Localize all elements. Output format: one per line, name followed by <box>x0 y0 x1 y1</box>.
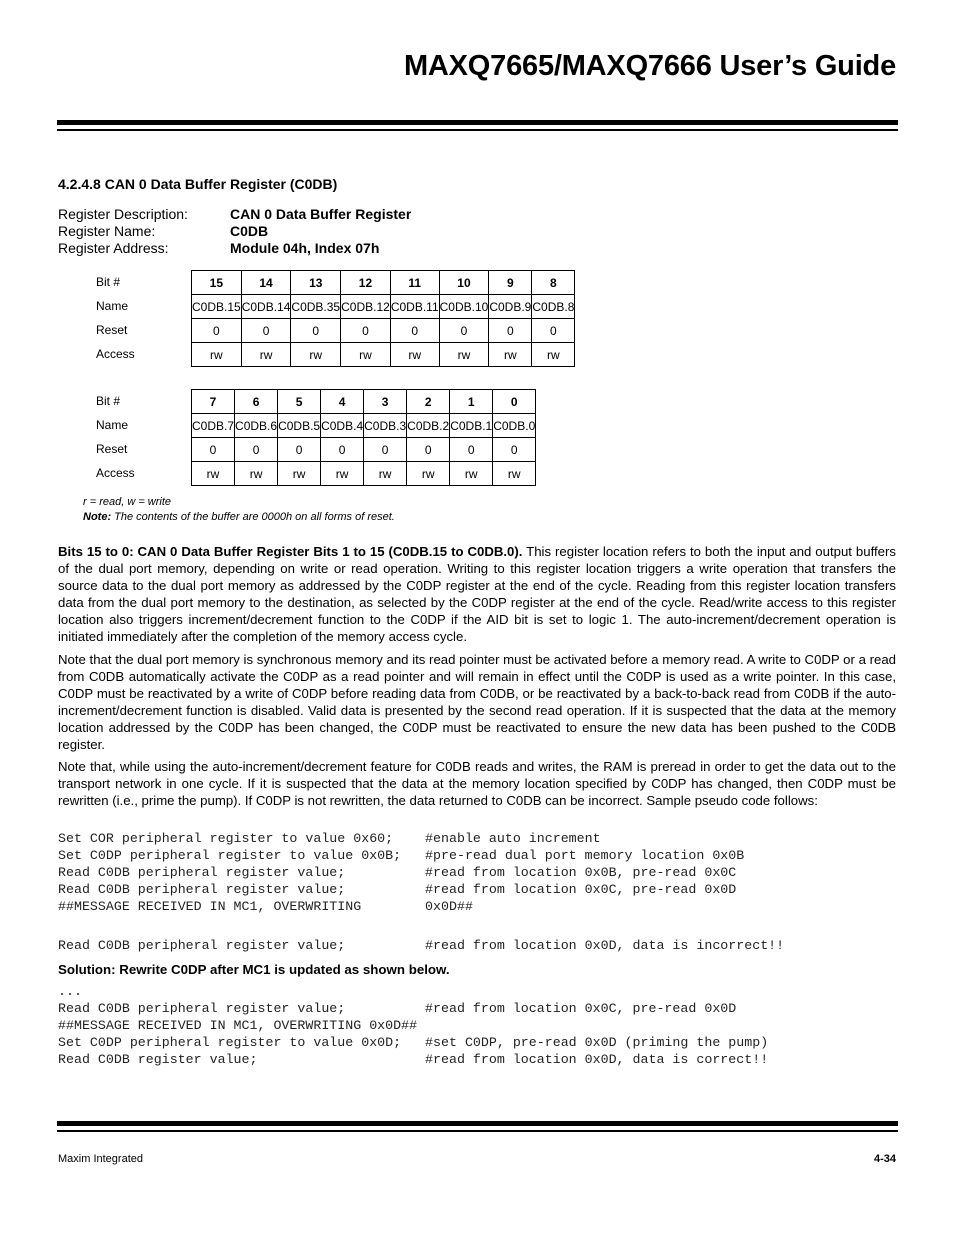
note-label: Note: <box>83 511 112 523</box>
bit-access: rw <box>493 462 536 486</box>
bit-reset: 0 <box>390 319 439 343</box>
bit-reset: 0 <box>241 319 291 343</box>
register-address-label: Register Address: <box>58 240 169 256</box>
bit-name: C0DB.15 <box>192 295 242 319</box>
paragraph-auto-increment-note: Note that, while using the auto-increment/decrement feature for C0DB reads and writes, the RAM is preread in order to get the data out to the transport network in one cycle. If it is suspected that the data at the memory location specified by C0DP has changed, then C0DP must be rewritten (i.e., prime the pump). If C0DP is not rewritten, the data returned to C0DB can be incorrect. Sample pseudo code follows: <box>58 759 896 808</box>
bit-access: rw <box>192 343 242 367</box>
footer-company: Maxim Integrated <box>58 1153 143 1165</box>
bit-access: rw <box>489 343 532 367</box>
footer-rule-thick <box>57 1121 898 1126</box>
register-name-label: Register Name: <box>58 223 156 239</box>
row-label-bit: Bit # <box>96 275 121 289</box>
bit-access: rw <box>241 343 291 367</box>
bit-reset-row <box>192 438 536 462</box>
bit-reset-row <box>192 319 575 343</box>
row-label-bit: Bit # <box>96 394 121 408</box>
bit-number: 3 <box>364 390 407 414</box>
bit-reset: 0 <box>192 319 242 343</box>
row-label-name: Name <box>96 299 129 313</box>
paragraph-dual-port-note: Note that the dual port memory is synchronous memory and its read pointer must be activated before a memory read. A write to C0DP or a read from C0DB automatically activate the C0DP as a read pointer and will remain in effect until the C0DP is used as a write pointer. In this case, C0DP must be reactivated by a write of C0DP before reading data from C0DB, or be reactivated by a back-to-back read from C0DB if the auto-increment/decrement function is disabled. Valid data is presented by the second read operation. If it is suspected that the data at the memory location addressed by the C0DP has been changed, the C0DP must be reactivated to ensure the new data has been pushed to the C0DB register. <box>58 652 896 752</box>
row-label-reset: Reset <box>96 323 128 337</box>
bit-reset: 0 <box>407 438 450 462</box>
footer-rule-thin <box>57 1130 898 1132</box>
bit-access: rw <box>235 462 278 486</box>
page-title: MAXQ7665/MAXQ7666 User’s Guide <box>403 50 896 82</box>
code-sample-2: Read C0DB peripheral register value; #read from location 0x0D, data is incorrect!! <box>58 938 785 953</box>
bit-number: 13 <box>291 271 341 295</box>
bit-access-row <box>192 462 536 486</box>
bit-number: 14 <box>241 271 291 295</box>
bit-reset: 0 <box>192 438 235 462</box>
bit-name: C0DB.35 <box>291 295 341 319</box>
bit-table-upper-labels <box>96 270 186 366</box>
bit-name: C0DB.10 <box>439 295 489 319</box>
row-label-reset: Reset <box>96 442 128 456</box>
solution-heading: Solution: Rewrite C0DP after MC1 is updated as shown below. <box>58 962 450 977</box>
bit-name: C0DB.1 <box>450 414 493 438</box>
bit-number: 12 <box>341 271 391 295</box>
row-label-name: Name <box>96 418 129 432</box>
bit-name: C0DB.6 <box>235 414 278 438</box>
bit-access-row <box>192 343 575 367</box>
bit-reset: 0 <box>493 438 536 462</box>
bit-table-lower-labels <box>96 389 186 485</box>
bit-access: rw <box>439 343 489 367</box>
bit-name: C0DB.9 <box>489 295 532 319</box>
bit-access: rw <box>390 343 439 367</box>
bit-number: 7 <box>192 390 235 414</box>
header-rule-thin <box>57 129 898 131</box>
row-label-access: Access <box>96 347 135 361</box>
register-description-label: Register Description: <box>58 206 188 222</box>
bit-access: rw <box>450 462 493 486</box>
bit-reset: 0 <box>532 319 575 343</box>
bit-number: 0 <box>493 390 536 414</box>
bit-grid-upper <box>191 270 575 367</box>
bit-name: C0DB.14 <box>241 295 291 319</box>
register-description-row <box>58 206 411 223</box>
bit-name-row <box>192 295 575 319</box>
bit-grid-lower <box>191 389 536 486</box>
bit-number: 9 <box>489 271 532 295</box>
register-info <box>58 206 411 257</box>
footer-page-number: 4-34 <box>873 1153 896 1165</box>
bit-number: 15 <box>192 271 242 295</box>
bit-reset: 0 <box>489 319 532 343</box>
bit-legend <box>83 495 395 525</box>
bit-number: 1 <box>450 390 493 414</box>
bit-reset: 0 <box>341 319 391 343</box>
bit-name: C0DB.4 <box>321 414 364 438</box>
legend-rw: r = read, w = write <box>83 496 172 508</box>
bit-access: rw <box>532 343 575 367</box>
legend-note <box>83 510 395 525</box>
code-sample-3: ... Read C0DB peripheral register value; #read from location 0x0C, pre-read 0x0D ##MESSAGE RECEIVED IN MC1, OVERWRITING 0x0D## Set C0DP peripheral register to value 0x0D; #set C0DP, pre-read 0x0D (priming the pump) Read C0DB register value; #read from location 0x0D, data is correct!! <box>58 984 769 1067</box>
bit-access: rw <box>291 343 341 367</box>
bit-number: 6 <box>235 390 278 414</box>
bit-name-row <box>192 414 536 438</box>
note-text: The contents of the buffer are 0000h on all forms of reset. <box>111 511 395 523</box>
bit-access: rw <box>341 343 391 367</box>
bit-reset: 0 <box>291 319 341 343</box>
bit-access: rw <box>278 462 321 486</box>
header-rule-thick <box>57 120 898 125</box>
bit-reset: 0 <box>439 319 489 343</box>
code-sample-1: Set COR peripheral register to value 0x60; #enable auto increment Set C0DP peripheral register to value 0x0B; #pre-read dual port memory location 0x0B Read C0DB peripheral register value; #read from location 0x0B, pre-read 0x0C Read C0DB peripheral register value; #read from location 0x0C, pre-read 0x0D ##MESSAGE RECEIVED IN MC1, OVERWRITING 0x0D## <box>58 831 745 914</box>
bit-number: 5 <box>278 390 321 414</box>
bit-number: 11 <box>390 271 439 295</box>
bit-name: C0DB.11 <box>390 295 439 319</box>
bit-access: rw <box>407 462 450 486</box>
bit-number: 10 <box>439 271 489 295</box>
bit-name: C0DB.8 <box>532 295 575 319</box>
bit-reset: 0 <box>235 438 278 462</box>
bit-number: 8 <box>532 271 575 295</box>
row-label-access: Access <box>96 466 135 480</box>
bit-name: C0DB.2 <box>407 414 450 438</box>
bit-number-row <box>192 390 536 414</box>
bit-reset: 0 <box>450 438 493 462</box>
bit-number-row <box>192 271 575 295</box>
register-address-row <box>58 240 411 257</box>
register-description-value: CAN 0 Data Buffer Register <box>230 206 412 222</box>
bit-number: 4 <box>321 390 364 414</box>
bit-access: rw <box>192 462 235 486</box>
bit-name: C0DB.12 <box>341 295 391 319</box>
bit-reset: 0 <box>364 438 407 462</box>
bit-name: C0DB.0 <box>493 414 536 438</box>
bit-name: C0DB.5 <box>278 414 321 438</box>
bit-name: C0DB.3 <box>364 414 407 438</box>
paragraph-bits-description <box>58 543 896 645</box>
bit-access: rw <box>364 462 407 486</box>
register-name-row <box>58 223 411 240</box>
section-heading: 4.2.4.8 CAN 0 Data Buffer Register (C0DB) <box>58 176 338 192</box>
bit-reset: 0 <box>278 438 321 462</box>
register-name-value: C0DB <box>230 223 269 239</box>
bit-name: C0DB.7 <box>192 414 235 438</box>
bit-access: rw <box>321 462 364 486</box>
bit-reset: 0 <box>321 438 364 462</box>
paragraph-text: This register location refers to both the input and output buffers of the dual port memory, depending on write or read operation. Writing to this register location triggers a write operation that transfers the source data to the dual port memory as addressed by the C0DP register at the end of the cycle. Reading from this register location transfers data from the dual port memory to the destination, as selected by the C0DP register at the end of the cycle. Read/write access to this register location also triggers increment/decrement function to the C0DP if the AID bit is set to logic 1. The auto-increment/decrement operation is initiated immediately after the completion of the memory access cycle. <box>58 544 896 644</box>
register-address-value: Module 04h, Index 07h <box>230 240 380 256</box>
paragraph-lead: Bits 15 to 0: CAN 0 Data Buffer Register Bits 1 to 15 (C0DB.15 to C0DB.0). <box>58 544 523 559</box>
bit-number: 2 <box>407 390 450 414</box>
